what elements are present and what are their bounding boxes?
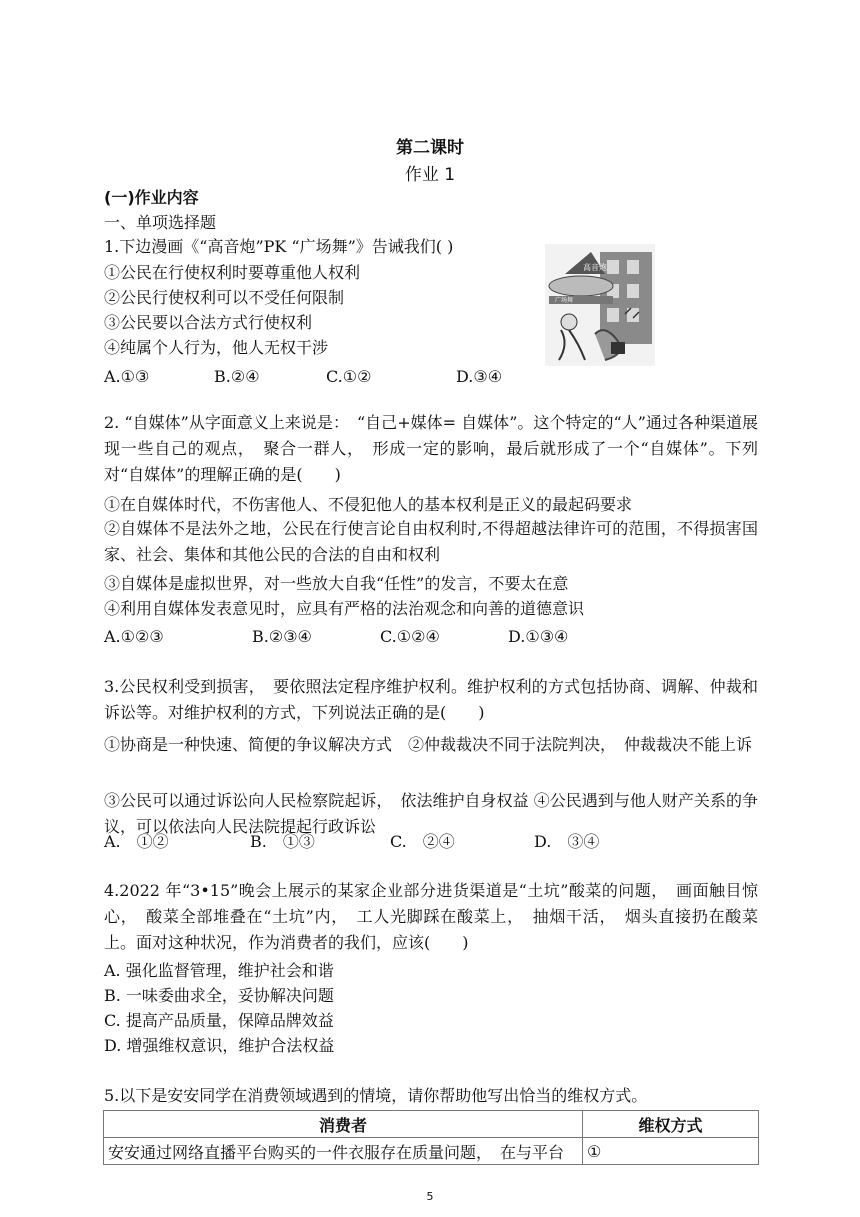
q2-option-b: B.②③④	[252, 627, 312, 646]
q2-stem: 2. “自媒体”从字面意义上来说是： “自己+媒体= 自媒体”。这个特定的“人”通过各种渠道展现一些自己的观点， 聚合一群人， 形成一定的影响，最后就形成了一个“自媒体”。下列对“自媒体”的理解正确的是( )	[104, 413, 758, 484]
q3-option-b: B. ①③	[250, 832, 315, 851]
q2-item: ①在自媒体时代，不伤害他人、不侵犯他人的基本权利是正义的最起码要求	[104, 495, 633, 514]
q1-option-b: B.②④	[214, 367, 260, 386]
q3-item-b: ③公民可以通过诉讼向人民检察院起诉， 依法维护自身权益 ④公民遇到与他人财产关系的争议，可以依法向人民法院提起行政诉讼	[104, 791, 758, 836]
table-row	[104, 1138, 759, 1165]
q1-option-a: A.①③	[104, 367, 150, 386]
lesson-title: 第二课时	[396, 138, 464, 158]
table-cell-scenario: 安安通过网络直播平台购买的一件衣服存在质量问题， 在与平台	[104, 1138, 583, 1165]
q3-option-d: D. ③④	[534, 832, 600, 851]
q2-option-a: A.①②③	[104, 627, 164, 646]
q3-stem: 3.公民权利受到损害， 要依照法定程序维护权利。维护权利的方式包括协商、调解、仲裁和诉讼等。对维护权利的方式，下列说法正确的是( )	[104, 677, 758, 722]
q2-option-d: D.①③④	[508, 627, 569, 646]
q1-item: ④纯属个人行为，他人无权干涉	[104, 338, 329, 357]
q4-option-d: D. 增强维权意识，维护合法权益	[104, 1036, 335, 1055]
part-label: 一、单项选择题	[104, 213, 217, 232]
assignment-title: 作业 1	[404, 165, 456, 185]
table-header-method: 维权方式	[583, 1111, 759, 1138]
q1-option-c: C.①②	[326, 367, 372, 386]
page-number: 5	[426, 1190, 434, 1203]
table-cell-answer[interactable]: ①	[583, 1138, 759, 1165]
q3-item-a: ①协商是一种快速、简便的争议解决方式 ②仲裁裁决不同于法院判决， 仲裁裁决不能上诉	[104, 735, 753, 754]
table-header-consumer: 消费者	[104, 1111, 583, 1138]
q4-stem: 4.2022 年“3•15”晚会上展示的某家企业部分进货渠道是“土坑”酸菜的问题， 画面触目惊心， 酸菜全部堆叠在“土坑”内， 工人光脚踩在酸菜上， 抽烟干活， 烟头直接扔在酸菜上。面对这种状况，作为消费者的我们，应该( )	[104, 881, 758, 952]
q5-table	[103, 1110, 759, 1165]
cartoon-illustration	[545, 244, 655, 366]
q2-option-c: C.①②④	[380, 627, 440, 646]
q3-option-c: C. ②④	[390, 832, 455, 851]
q1-option-d: D.③④	[456, 367, 503, 386]
q4-option-c: C. 提高产品质量，保障品牌效益	[104, 1011, 334, 1030]
q2-item: ④利用自媒体发表意见时，应具有严格的法治观念和向善的道德意识	[104, 599, 585, 618]
q5-stem: 5.以下是安安同学在消费领域遇到的情境，请你帮助他写出恰当的维权方式。	[104, 1086, 648, 1105]
q3-option-a: A. ①②	[104, 832, 169, 851]
q1-stem: 1.下边漫画《“高音炮”PK “广场舞”》告诫我们( )	[104, 237, 454, 256]
q4-option-b: B. 一味委曲求全，妥协解决问题	[104, 986, 334, 1005]
q1-item: ①公民在行使权利时要尊重他人权利	[104, 263, 361, 282]
cartoon-sign-text: 高音炮	[583, 263, 607, 272]
q2-item: ③自媒体是虚拟世界，对一些放大自我“任性”的发言，不要太在意	[104, 574, 569, 593]
q1-item: ②公民行使权利可以不受任何限制	[104, 288, 345, 307]
q2-item: ②自媒体不是法外之地，公民在行使言论自由权利时,不得超越法律许可的范围，不得损害国家、社会、集体和其他公民的合法的自由和权利	[104, 519, 758, 564]
section-label: (一)作业内容	[104, 188, 199, 207]
table-header-row	[104, 1111, 759, 1138]
q1-item: ③公民要以合法方式行使权利	[104, 313, 313, 332]
q4-option-a: A. 强化监督管理，维护社会和谐	[104, 961, 334, 980]
cartoon-banner-text: 广场舞	[555, 297, 574, 304]
